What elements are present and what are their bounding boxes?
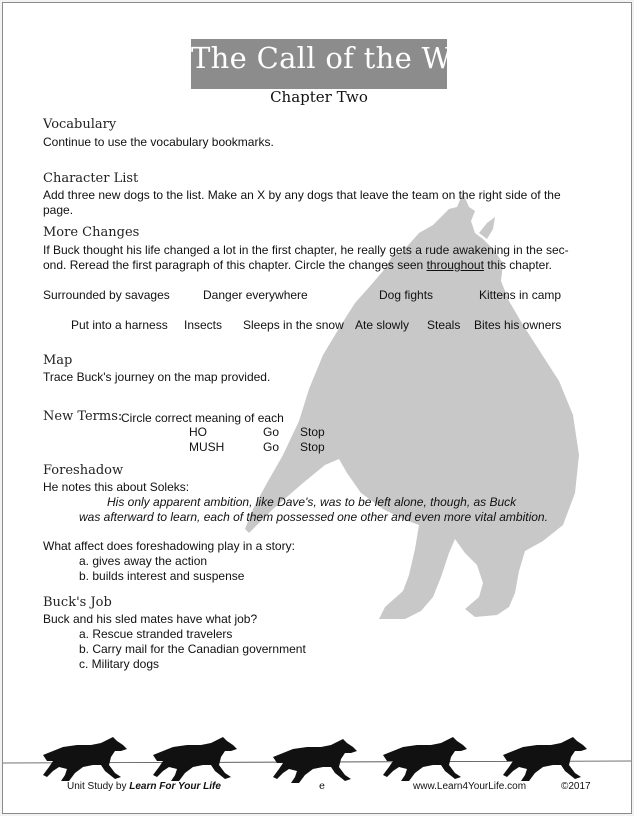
change-option: Sleeps in the snow [243, 318, 344, 332]
bucks-job-option-b: b. Carry mail for the Canadian government [79, 642, 306, 656]
change-option: Dog fights [379, 288, 434, 302]
foreshadow-quote-line1: His only apparent ambition, like Dave's, was to be left alone, though, as Buck [107, 495, 517, 509]
term-option-go: Go [263, 425, 280, 439]
term-name: MUSH [189, 440, 225, 454]
chapter-subtitle: Chapter Two [270, 88, 368, 106]
vocabulary-text: Continue to use the vocabulary bookmarks. [43, 135, 274, 149]
change-option: Bites his owners [474, 318, 562, 332]
line2-text-a: ond. Reread the first paragraph of this chapter. Circle the changes seen [43, 258, 427, 272]
change-option: Insects [184, 318, 223, 332]
foreshadow-quote-line2: was afterward to learn, each of them possessed one other and even more vital ambition. [79, 510, 548, 524]
more-changes-heading: More Changes [43, 225, 140, 240]
worksheet-page [2, 2, 632, 814]
bucks-job-option-c: c. Military dogs [79, 657, 160, 671]
change-option: Put into a harness [71, 318, 168, 332]
footer-prefix: Unit Study by [67, 781, 130, 792]
character-list-line1: Add three new dogs to the list. Make an X by any dogs that leave the team on the right side of the [43, 188, 561, 202]
new-terms-heading: New Terms: [43, 409, 123, 424]
line2-text-b: this chapter. [483, 258, 552, 272]
change-option: Ate slowly [355, 318, 410, 332]
term-option-go: Go [263, 440, 280, 454]
foreshadow-intro: He notes this about Soleks: [43, 480, 190, 494]
map-text: Trace Buck's journey on the map provided. [43, 370, 271, 384]
foreshadow-question: What affect does foreshadowing play in a story: [43, 539, 295, 553]
footer-page-number: e [319, 781, 325, 792]
more-changes-line1: If Buck thought his life changed a lot in the first chapter, he really gets a rude awakening in the sec- [43, 243, 569, 257]
bucks-job-heading: Buck's Job [43, 595, 112, 610]
sled-dogs-illustration [3, 733, 631, 783]
foreshadow-option-a: a. gives away the action [79, 554, 208, 568]
change-option: Steals [427, 318, 461, 332]
term-name: HO [189, 425, 207, 439]
foreshadow-option-b: b. builds interest and suspense [79, 569, 245, 583]
change-option: Surrounded by savages [43, 288, 170, 302]
bucks-job-question: Buck and his sled mates have what job? [43, 612, 258, 626]
footer-copyright: ©2017 [561, 781, 591, 792]
character-list-line2: page. [43, 203, 74, 217]
footer-website: www.Learn4YourLife.com [413, 781, 527, 792]
vocabulary-heading: Vocabulary [43, 117, 117, 132]
map-heading: Map [43, 353, 73, 368]
page-title: The Call of the Wild [191, 41, 490, 75]
term-option-stop: Stop [300, 425, 325, 439]
footer-brand: Learn For Your Life [129, 781, 221, 792]
new-terms-instruction: Circle correct meaning of each [121, 411, 284, 425]
foreshadow-heading: Foreshadow [43, 463, 124, 478]
change-option: Kittens in camp [479, 288, 562, 302]
bucks-job-option-a: a. Rescue stranded travelers [79, 627, 233, 641]
term-option-stop: Stop [300, 440, 325, 454]
footer-credit [67, 781, 221, 792]
more-changes-line2 [43, 258, 552, 272]
underlined-word: throughout [426, 258, 484, 272]
change-option: Danger everywhere [203, 288, 308, 302]
character-list-heading: Character List [43, 171, 139, 186]
